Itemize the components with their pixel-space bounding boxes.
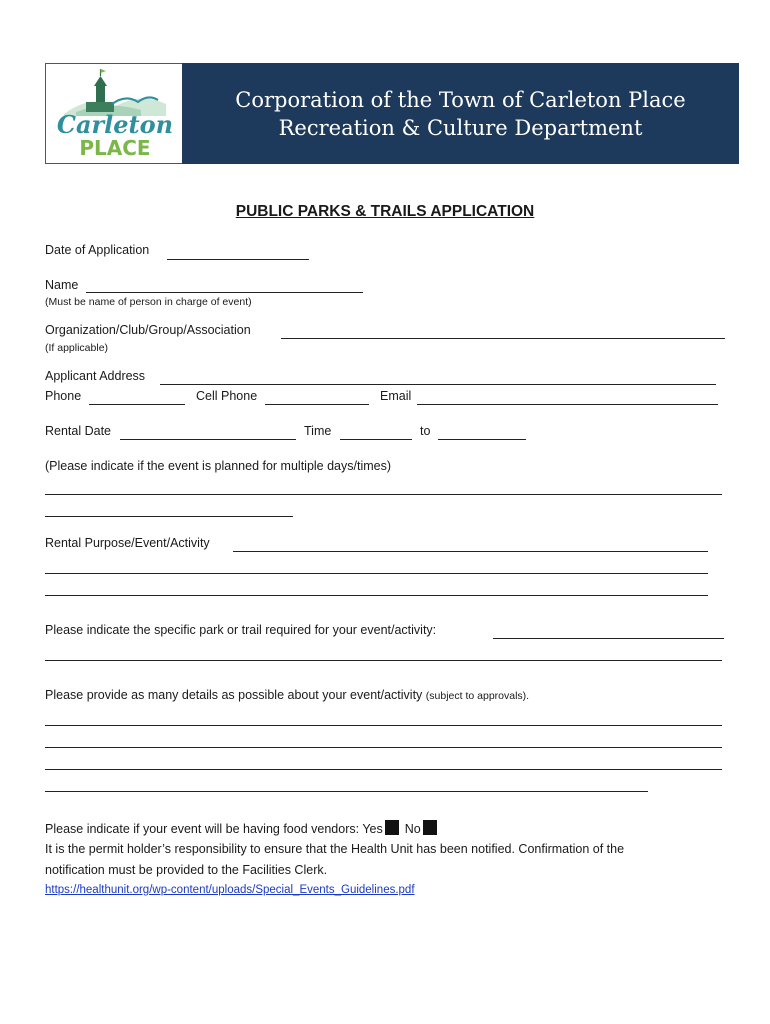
food-vendors-label: Please indicate if your event will be having food vendors: Yes xyxy=(45,822,383,836)
no-checkbox[interactable] xyxy=(423,820,437,835)
cell-phone-label: Cell Phone xyxy=(196,389,258,403)
food-vendors-row xyxy=(45,820,443,836)
rental-purpose-field-line-1[interactable] xyxy=(233,551,708,552)
multiple-days-field-line-1[interactable] xyxy=(45,494,722,495)
multiple-days-note: (Please indicate if the event is planned for multiple days/times) xyxy=(45,459,392,473)
rental-purpose-field-line-2[interactable] xyxy=(45,573,708,574)
organization-note: (If applicable) xyxy=(45,342,109,354)
form-title xyxy=(0,203,770,221)
specific-park-label: Please indicate the specific park or trail required for your event/activity: xyxy=(45,623,437,637)
to-label: to xyxy=(420,424,431,438)
banner-line-1: Corporation of the Town of Carleton Place xyxy=(235,87,686,112)
logo-text-carleton: Carleton xyxy=(56,110,174,139)
letterhead xyxy=(45,63,739,164)
details-field-line-3[interactable] xyxy=(45,769,722,770)
rental-purpose-label: Rental Purpose/Event/Activity xyxy=(45,536,210,550)
time-label: Time xyxy=(304,424,332,438)
time-end-field[interactable] xyxy=(438,439,526,440)
date-of-application-field[interactable] xyxy=(167,259,309,260)
applicant-address-field[interactable] xyxy=(160,384,716,385)
specific-park-field-line-1[interactable] xyxy=(493,638,724,639)
rental-purpose-field-line-3[interactable] xyxy=(45,595,708,596)
yes-checkbox[interactable] xyxy=(385,820,399,835)
logo-text-place: PLACE xyxy=(79,136,151,160)
email-label: Email xyxy=(380,389,412,403)
no-label: No xyxy=(404,822,421,836)
date-of-application-label: Date of Application xyxy=(45,243,150,257)
applicant-address-label: Applicant Address xyxy=(45,369,146,383)
details-field-line-4[interactable] xyxy=(45,791,648,792)
phone-label: Phone xyxy=(45,389,82,403)
name-field[interactable] xyxy=(86,292,363,293)
details-field-line-1[interactable] xyxy=(45,725,722,726)
details-field-line-2[interactable] xyxy=(45,747,722,748)
email-field[interactable] xyxy=(417,404,718,405)
details-text: Please provide as many details as possible about your event/activity xyxy=(45,688,423,702)
organization-field[interactable] xyxy=(281,338,725,339)
details-note: (subject to approvals). xyxy=(425,690,530,702)
rental-date-label: Rental Date xyxy=(45,424,112,438)
carleton-place-logo xyxy=(45,63,183,164)
banner-line-2: Recreation & Culture Department xyxy=(278,115,643,140)
multiple-days-field-line-2[interactable] xyxy=(45,516,293,517)
name-label: Name xyxy=(45,278,79,292)
name-note: (Must be name of person in charge of event) xyxy=(45,296,252,308)
details-label xyxy=(45,688,529,702)
specific-park-field-line-2[interactable] xyxy=(45,660,722,661)
organization-label: Organization/Club/Group/Association xyxy=(45,323,251,337)
permit-responsibility-line-1: It is the permit holder’s responsibility to ensure that the Health Unit has been notified. Confirmation of the xyxy=(45,842,625,856)
rental-date-field[interactable] xyxy=(120,439,296,440)
form-title-text: PUBLIC PARKS & TRAILS APPLICATION xyxy=(235,203,535,220)
phone-field[interactable] xyxy=(89,404,185,405)
department-banner xyxy=(182,63,739,164)
permit-responsibility-line-2: notification must be provided to the Facilities Clerk. xyxy=(45,863,328,877)
time-start-field[interactable] xyxy=(340,439,412,440)
health-unit-guidelines-link[interactable]: https://healthunit.org/wp-content/uploads/Special_Events_Guidelines.pdf xyxy=(45,884,415,896)
cell-phone-field[interactable] xyxy=(265,404,369,405)
